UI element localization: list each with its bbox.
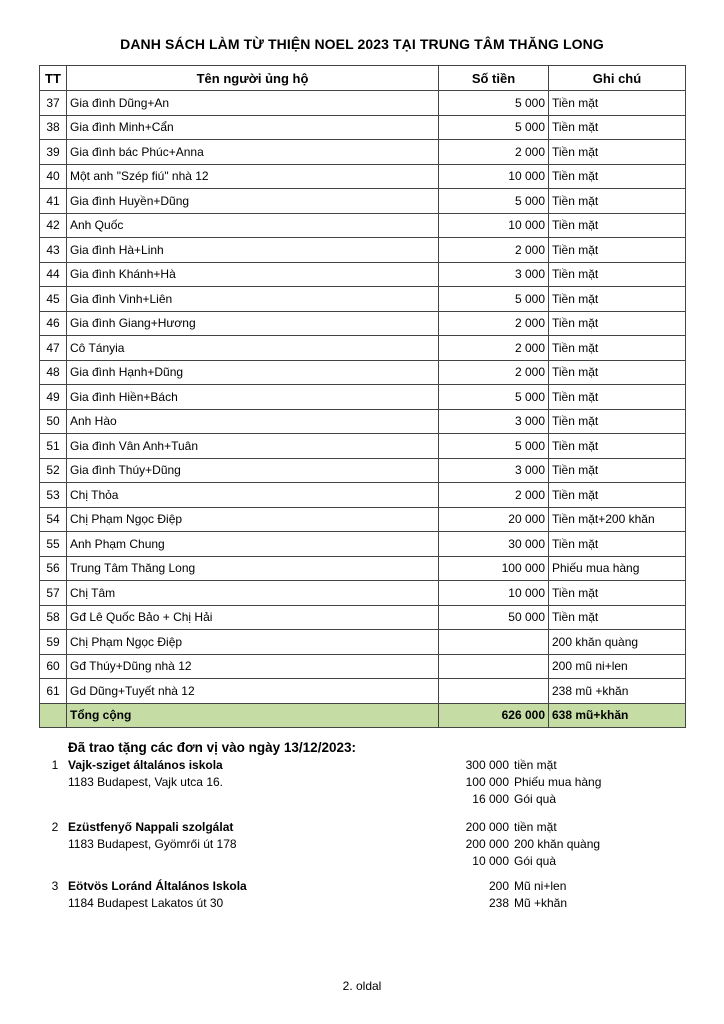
row-name: Gia đình Thúy+Dũng: [67, 458, 439, 483]
row-name: Gia đình Vân Anh+Tuân: [67, 434, 439, 459]
row-name: Anh Hào: [67, 409, 439, 434]
recipient-line: [40, 820, 640, 837]
recipient-number: 2: [51, 820, 59, 834]
row-tt: 57: [40, 581, 67, 606]
row-tt: 45: [40, 287, 67, 312]
row-amount: 20 000: [439, 507, 549, 532]
row-amount: 5 000: [439, 189, 549, 214]
total-note: 638 mũ+khăn: [549, 703, 686, 728]
row-amount: 5 000: [439, 385, 549, 410]
table-row: [40, 434, 686, 459]
recipient-address: 1183 Budapest, Vajk utca 16.: [68, 775, 223, 789]
table-row: [40, 336, 686, 361]
recipient-number: 1: [51, 758, 59, 772]
row-tt: 53: [40, 483, 67, 508]
donation-amount: 200 000: [465, 837, 509, 851]
row-name: Gia đình Giang+Hương: [67, 311, 439, 336]
page-number: 2. oldal: [342, 979, 382, 993]
recipient-line: [40, 775, 640, 792]
table-row: [40, 605, 686, 630]
donation-description: 200 khăn quàng: [514, 837, 601, 851]
row-tt: 42: [40, 213, 67, 238]
recipient-name: Ezüstfenyő Nappali szolgálat: [68, 820, 234, 834]
row-name: Gđ Thúy+Dũng nhà 12: [67, 654, 439, 679]
row-name: Trung Tâm Thăng Long: [67, 556, 439, 581]
donation-amount: 200: [488, 879, 509, 893]
row-tt: 43: [40, 238, 67, 263]
row-amount: [439, 679, 549, 704]
row-tt: 54: [40, 507, 67, 532]
row-amount: 10 000: [439, 164, 549, 189]
row-note: Tiền mặt: [549, 164, 686, 189]
row-note: Tiền mặt: [549, 385, 686, 410]
row-tt: 41: [40, 189, 67, 214]
table-row: [40, 581, 686, 606]
row-name: Chị Phạm Ngọc Điệp: [67, 507, 439, 532]
row-tt: 38: [40, 115, 67, 140]
row-amount: 30 000: [439, 532, 549, 557]
row-note: 238 mũ +khăn: [549, 679, 686, 704]
row-amount: 5 000: [439, 91, 549, 116]
row-amount: 5 000: [439, 115, 549, 140]
row-name: Gia đình Vinh+Liên: [67, 287, 439, 312]
row-name: Gd Dũng+Tuyết nhà 12: [67, 679, 439, 704]
row-amount: 100 000: [439, 556, 549, 581]
row-tt: 50: [40, 409, 67, 434]
donation-description: tiền mặt: [514, 820, 557, 834]
row-name: Gia đình Hạnh+Dũng: [67, 360, 439, 385]
donation-amount: 10 000: [472, 854, 509, 868]
table-row: [40, 409, 686, 434]
row-note: 200 khăn quàng: [549, 630, 686, 655]
row-amount: 3 000: [439, 262, 549, 287]
row-note: Tiền mặt: [549, 262, 686, 287]
row-note: Phiếu mua hàng: [549, 556, 686, 581]
row-tt: 39: [40, 140, 67, 165]
distribution-title: Đã trao tặng các đơn vị vào ngày 13/12/2023:: [68, 740, 356, 755]
row-note: Tiền mặt: [549, 458, 686, 483]
recipient-block: [40, 879, 640, 913]
table-row: [40, 287, 686, 312]
table-row: [40, 115, 686, 140]
recipient-line: [40, 758, 640, 775]
row-amount: 2 000: [439, 360, 549, 385]
header-amount: Số tiền: [439, 66, 549, 91]
row-name: Gia đình Khánh+Hà: [67, 262, 439, 287]
row-note: Tiền mặt: [549, 287, 686, 312]
table-body: [40, 91, 686, 704]
row-name: Gia đình Minh+Cẩn: [67, 115, 439, 140]
row-note: Tiền mặt: [549, 115, 686, 140]
donation-description: Phiếu mua hàng: [514, 775, 602, 789]
recipient-address: 1183 Budapest, Gyömrői út 178: [68, 837, 237, 851]
row-name: Anh Phạm Chung: [67, 532, 439, 557]
row-note: Tiền mặt+200 khăn: [549, 507, 686, 532]
table-row: [40, 311, 686, 336]
row-name: Chị Tâm: [67, 581, 439, 606]
row-note: 200 mũ ni+len: [549, 654, 686, 679]
table-row: [40, 164, 686, 189]
table-row: [40, 213, 686, 238]
table-row: [40, 654, 686, 679]
recipient-line: [40, 792, 640, 809]
row-name: Anh Quốc: [67, 213, 439, 238]
row-note: Tiền mặt: [549, 581, 686, 606]
row-tt: 40: [40, 164, 67, 189]
row-amount: 2 000: [439, 483, 549, 508]
row-amount: 10 000: [439, 213, 549, 238]
row-name: Gia đình bác Phúc+Anna: [67, 140, 439, 165]
donation-table: [39, 65, 686, 728]
row-tt: 60: [40, 654, 67, 679]
recipient-line: [40, 896, 640, 913]
row-tt: 37: [40, 91, 67, 116]
row-name: Chị Thỏa: [67, 483, 439, 508]
table-row: [40, 483, 686, 508]
header-name: Tên người ủng hộ: [67, 66, 439, 91]
row-tt: 59: [40, 630, 67, 655]
row-amount: 3 000: [439, 409, 549, 434]
table-row: [40, 458, 686, 483]
row-amount: 5 000: [439, 434, 549, 459]
recipient-number: 3: [51, 879, 59, 893]
recipient-line: [40, 837, 640, 854]
row-amount: 2 000: [439, 140, 549, 165]
row-tt: 52: [40, 458, 67, 483]
row-note: Tiền mặt: [549, 140, 686, 165]
row-note: Tiền mặt: [549, 238, 686, 263]
donation-description: Mũ ni+len: [514, 879, 567, 893]
recipient-address: 1184 Budapest Lakatos út 30: [68, 896, 224, 910]
table-row: [40, 507, 686, 532]
donation-amount: 300 000: [465, 758, 509, 772]
row-note: Tiền mặt: [549, 434, 686, 459]
row-note: Tiền mặt: [549, 409, 686, 434]
recipient-block: [40, 758, 640, 809]
row-tt: 47: [40, 336, 67, 361]
table-row: [40, 360, 686, 385]
row-note: Tiền mặt: [549, 311, 686, 336]
row-tt: 44: [40, 262, 67, 287]
row-name: Gia đình Hà+Linh: [67, 238, 439, 263]
row-tt: 49: [40, 385, 67, 410]
row-tt: 46: [40, 311, 67, 336]
row-amount: 2 000: [439, 336, 549, 361]
row-amount: 10 000: [439, 581, 549, 606]
recipient-block: [40, 820, 640, 871]
row-name: Gia đình Hiền+Bách: [67, 385, 439, 410]
row-name: Gia đình Huyền+Dũng: [67, 189, 439, 214]
table-row: [40, 189, 686, 214]
row-tt: 51: [40, 434, 67, 459]
donation-amount: 238: [488, 896, 509, 910]
table-row: [40, 262, 686, 287]
row-name: Chị Phạm Ngọc Điệp: [67, 630, 439, 655]
total-amount: 626 000: [439, 703, 549, 728]
row-note: Tiền mặt: [549, 189, 686, 214]
recipient-name: Vajk-sziget általános iskola: [68, 758, 223, 772]
table-header-row: [40, 66, 686, 91]
total-label: Tổng cộng: [67, 703, 439, 728]
row-note: Tiền mặt: [549, 91, 686, 116]
row-note: Tiền mặt: [549, 483, 686, 508]
row-name: Cô Tányia: [67, 336, 439, 361]
donation-description: Gói quà: [514, 854, 557, 868]
donation-description: tiền mặt: [514, 758, 557, 772]
table-row: [40, 630, 686, 655]
row-amount: 2 000: [439, 311, 549, 336]
row-note: Tiền mặt: [549, 336, 686, 361]
table-row: [40, 532, 686, 557]
row-note: Tiền mặt: [549, 532, 686, 557]
header-tt: TT: [40, 66, 67, 91]
donation-description: Gói quà: [514, 792, 557, 806]
row-name: Gia đình Dũng+An: [67, 91, 439, 116]
row-amount: 50 000: [439, 605, 549, 630]
table-row: [40, 556, 686, 581]
row-tt: 61: [40, 679, 67, 704]
row-tt: 58: [40, 605, 67, 630]
row-amount: 5 000: [439, 287, 549, 312]
donation-amount: 200 000: [465, 820, 509, 834]
row-amount: 3 000: [439, 458, 549, 483]
row-name: Gđ Lê Quốc Bảo + Chị Hải: [67, 605, 439, 630]
header-note: Ghi chú: [549, 66, 686, 91]
row-amount: [439, 654, 549, 679]
row-tt: 56: [40, 556, 67, 581]
row-name: Một anh "Szép fiú" nhà 12: [67, 164, 439, 189]
recipient-line: [40, 879, 640, 896]
donation-description: Mũ +khăn: [514, 896, 568, 910]
donation-amount: 16 000: [472, 792, 509, 806]
table-row: [40, 679, 686, 704]
row-note: Tiền mặt: [549, 605, 686, 630]
table-row: [40, 385, 686, 410]
page-title: DANH SÁCH LÀM TỪ THIỆN NOEL 2023 TẠI TRUNG TÂM THĂNG LONG: [120, 36, 604, 52]
recipient-line: [40, 854, 640, 871]
row-tt: 55: [40, 532, 67, 557]
recipient-name: Eötvös Loránd Általános Iskola: [68, 879, 247, 893]
row-tt: 48: [40, 360, 67, 385]
row-note: Tiền mặt: [549, 360, 686, 385]
row-amount: [439, 630, 549, 655]
row-note: Tiền mặt: [549, 213, 686, 238]
row-amount: 2 000: [439, 238, 549, 263]
donation-amount: 100 000: [465, 775, 509, 789]
total-row: [40, 703, 686, 728]
total-tt: [40, 703, 67, 728]
table-row: [40, 140, 686, 165]
table-row: [40, 91, 686, 116]
table-row: [40, 238, 686, 263]
